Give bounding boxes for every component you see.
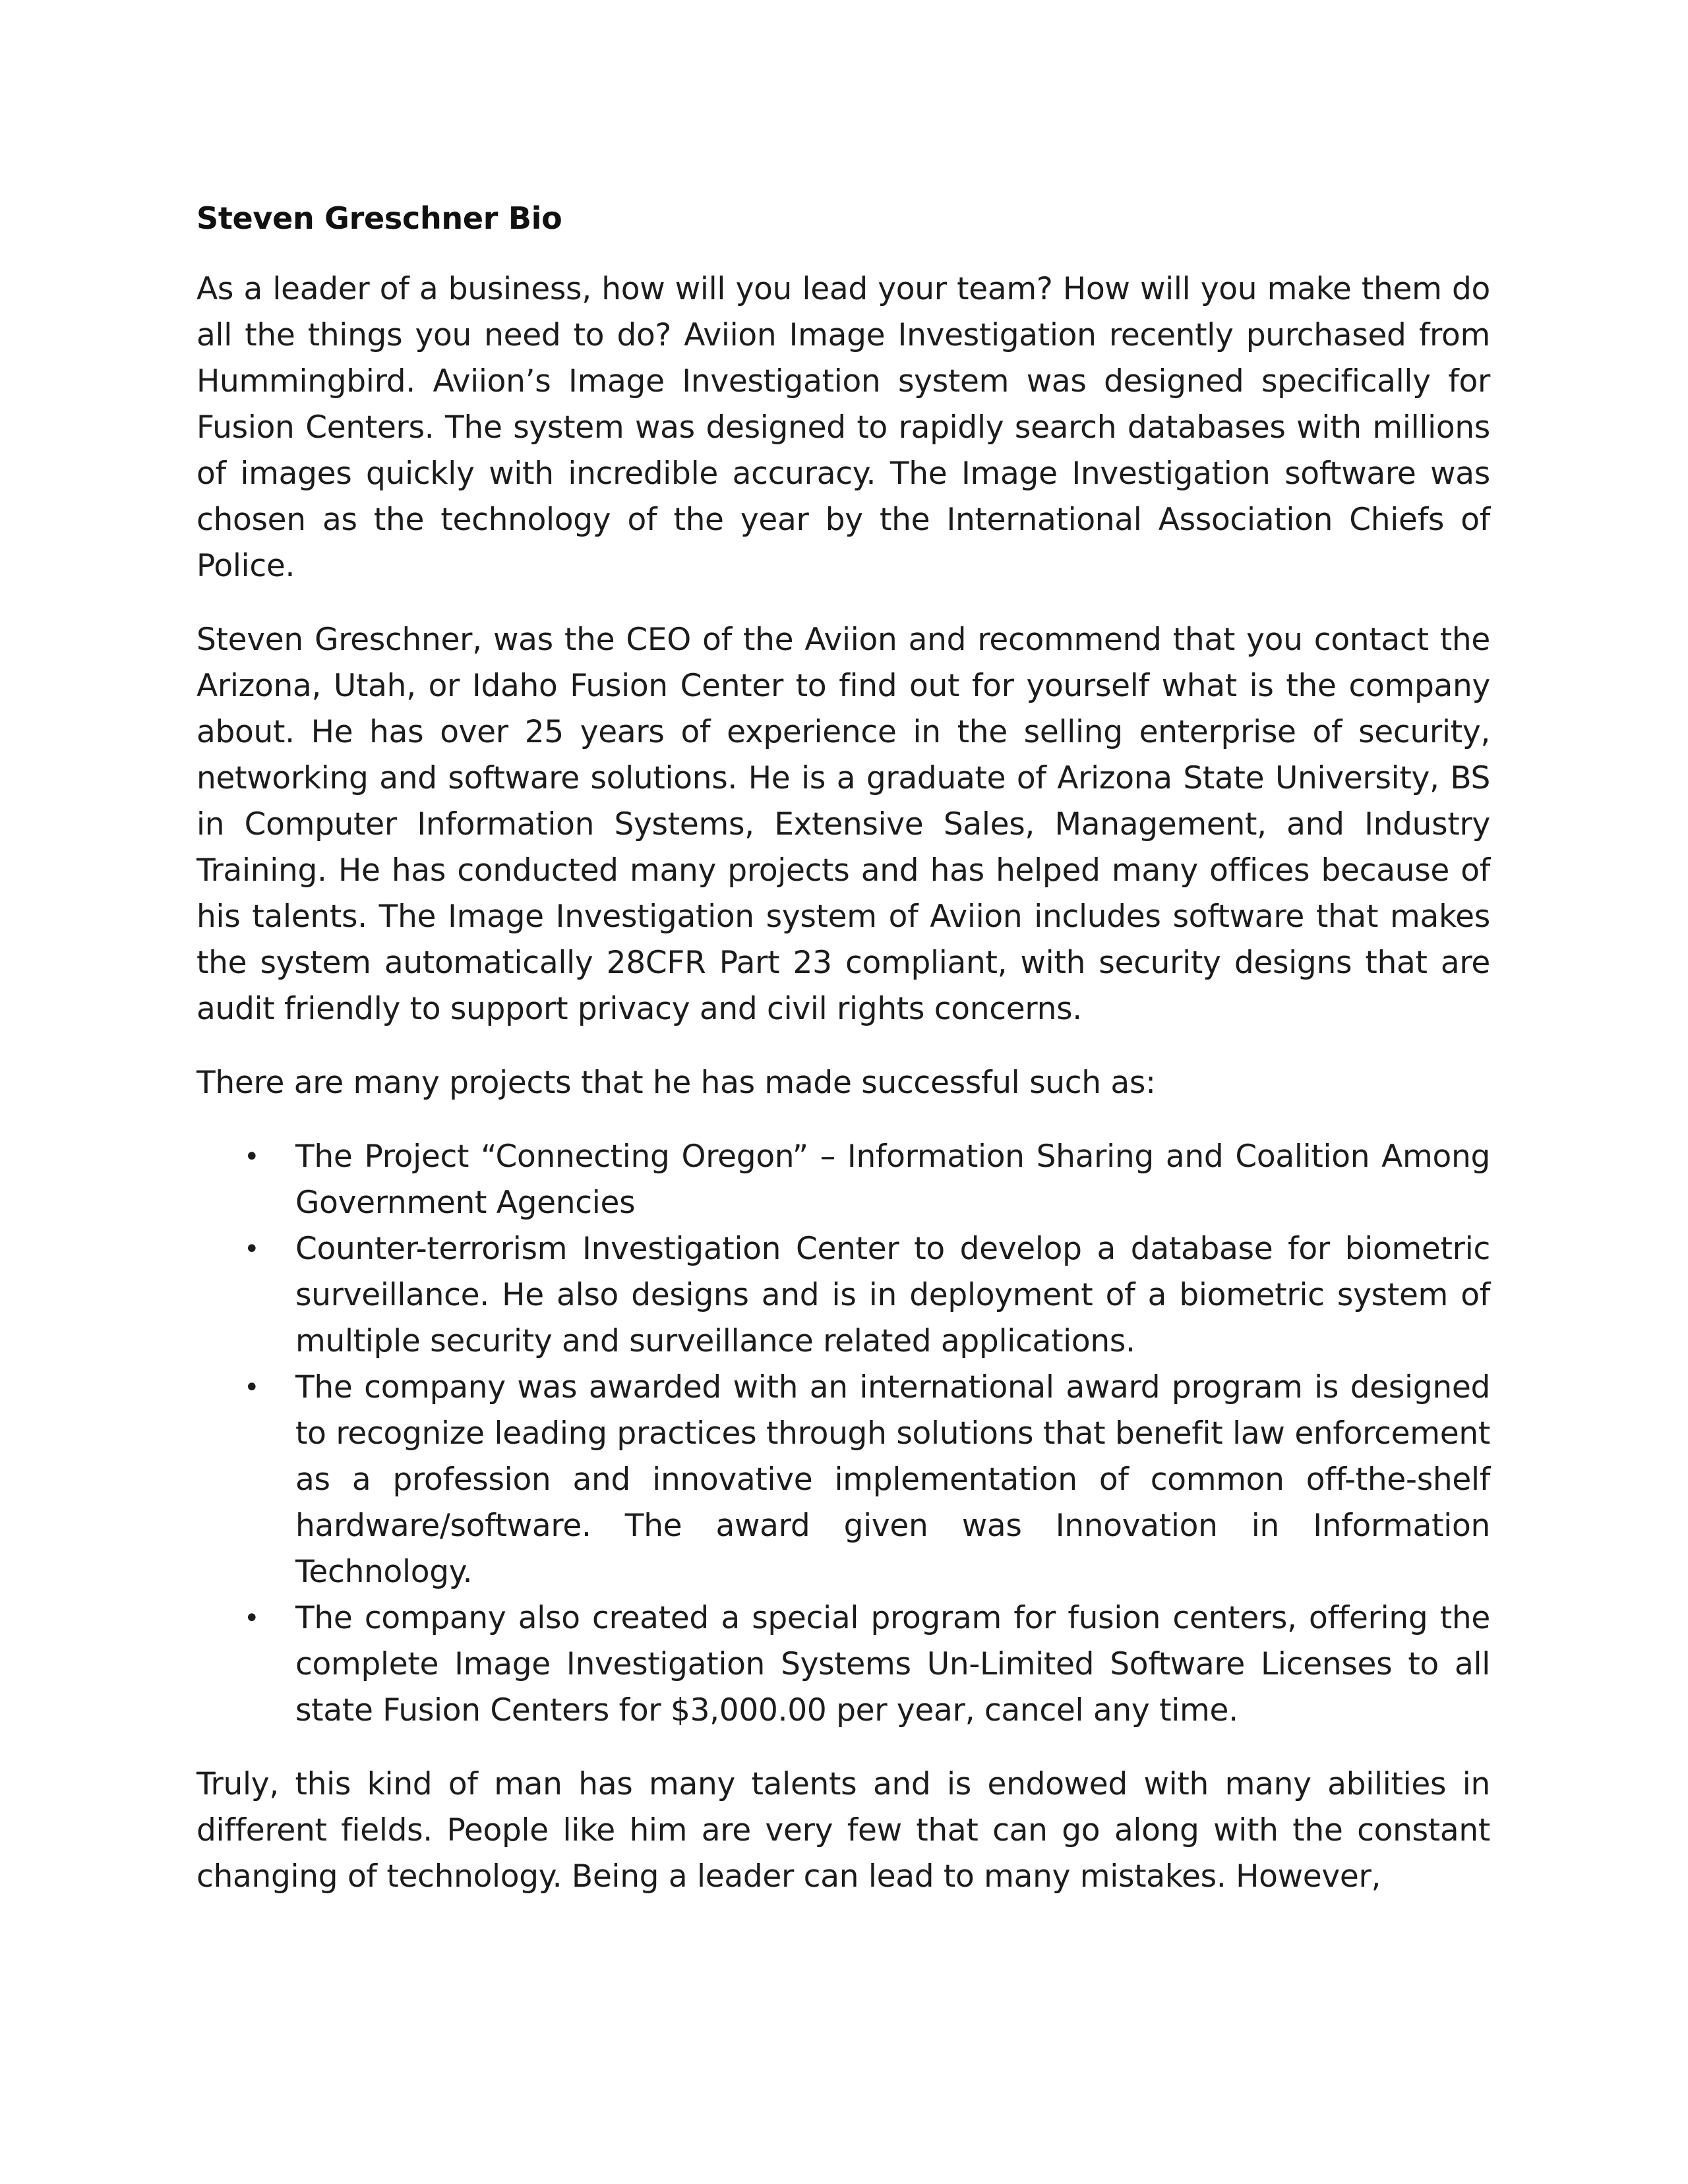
list-item (244, 1134, 1490, 1226)
bullet-icon: • (244, 1142, 260, 1172)
paragraph-background: Steven Greschner, was the CEO of the Aviion and recommend that you contact the Arizona, Utah, or Idaho Fusion Center to find out for yourself what is the company about. He has over 25 years of experience in the selling enterprise of security, networking and software solutions. He is a graduate of Arizona State University, BS in Computer Information Systems, Extensive Sales, Management, and Industry Training. He has conducted many projects and has helped many offices because of his talents. The Image Investigation system of Aviion includes software that makes the system automatically 28CFR Part 23 compliant, with security designs that are audit friendly to support privacy and civil rights concerns. (196, 622, 1490, 1027)
projects-list (196, 1134, 1490, 1734)
list-item (244, 1365, 1490, 1595)
document-title: Steven Greschner Bio (196, 200, 562, 236)
bullet-icon: • (244, 1372, 260, 1403)
list-item-text: Counter-terrorism Investigation Center to develop a database for biometric surveillance. He also designs and is in deployment of a biometric system of multiple security and surveillance related applications. (295, 1231, 1490, 1359)
paragraph-projects-intro: There are many projects that he has made successful such as: (196, 1065, 1156, 1101)
document-body (196, 195, 1490, 1928)
list-item-text: The company was awarded with an international award program is designed to recognize leading practices through solutions that benefit law enforcement as a profession and innovative implementation of common off-the-shelf hardware/software. The award given was Innovation in Information Technology. (295, 1369, 1490, 1590)
list-item-text: The Project “Connecting Oregon” – Information Sharing and Coalition Among Government Agencies (295, 1138, 1490, 1221)
paragraph-intro: As a leader of a business, how will you lead your team? How will you make them do all the things you need to do? Aviion Image Investigation recently purchased from Hummingbird. Aviion’s Image Investigation system was designed specifically for Fusion Centers. The system was designed to rapidly search databases with millions of images quickly with incredible accuracy. The Image Investigation software was chosen as the technology of the year by the International Association Chiefs of Police. (196, 271, 1490, 584)
list-item-text: The company also created a special program for fusion centers, offering the complete Image Investigation Systems Un-Limited Software Licenses to all state Fusion Centers for $3,000.00 per year, cancel any time. (295, 1600, 1490, 1728)
paragraph-closing: Truly, this kind of man has many talents and is endowed with many abilities in different fields. People like him are very few that can go along with the constant changing of technology. Being a leader can lead to many mistakes. However, (196, 1766, 1490, 1895)
bullet-icon: • (244, 1603, 260, 1634)
bullet-icon: • (244, 1234, 260, 1264)
list-item (244, 1226, 1490, 1365)
list-item (244, 1595, 1490, 1734)
